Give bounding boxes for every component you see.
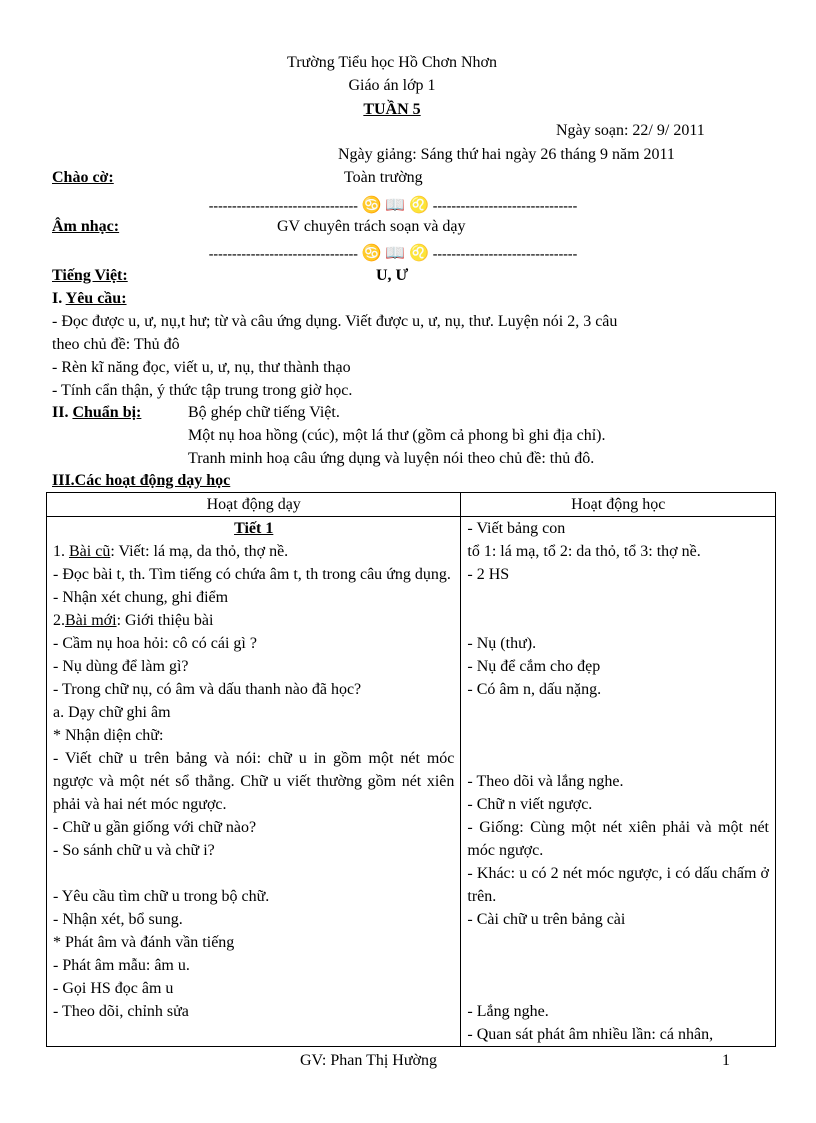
preparation-heading-text: Chuẩn bị: [72,404,142,421]
tieng-viet-label: Tiếng Việt: [52,267,128,284]
requirements-heading [52,290,127,308]
teach-line: * Phát âm và đánh vần tiếng [53,934,235,951]
learn-line: - Quan sát phát âm nhiều lần: cá nhân, [467,1026,714,1043]
requirement-line: - Rèn kĩ năng đọc, viết u, ư, nụ, thư thành thạo [52,359,351,376]
learn-line: - Lắng nghe. [467,1003,549,1020]
teach-line: - Viết chữ u trên bảng và nói: chữ u in gồm một nét móc ngược và một nét sổ thẳng. Chữ u viết thường gồm nét xiên phải và hai nét móc ngược. [53,750,455,813]
page-number: 1 [722,1052,730,1069]
teach-line-text: : Giới thiệu bài [116,612,214,629]
teaching-cell [47,517,461,1047]
separator-dashes-right: ------------------------------- [432,199,578,214]
table-row [47,517,776,1047]
separator-1 [170,195,616,215]
teach-line [53,540,454,563]
spacer [467,609,769,632]
teach-line-num: 2. [53,612,65,629]
learn-line: - Nụ để cắm cho đẹp [467,658,601,675]
separator-symbols: ♋ 📖 ♌ [361,197,430,214]
separator-dashes-left: -------------------------------- [208,247,358,262]
teach-line: - Cầm nụ hoa hỏi: cô có cái gì ? [53,635,257,652]
preparation-heading [52,404,141,422]
spacer [53,862,454,885]
learn-line: - Nụ (thư). [467,635,537,652]
preparation-line: Tranh minh hoạ câu ứng dụng và luyện nói theo chủ đề: thủ đô. [188,450,595,467]
spacer [467,701,769,724]
new-lesson-label: Bài mới [65,612,117,629]
table-header-row [47,493,776,517]
teach-line: - Yêu cầu tìm chữ u trong bộ chữ. [53,888,270,905]
teach-line: - Chữ u gần giống với chữ nào? [53,819,257,836]
learn-line: - Cài chữ u trên bảng cài [467,911,626,928]
separator-dashes-left: -------------------------------- [208,199,358,214]
requirement-line: - Tính cẩn thận, ý thức tập trung trong giờ học. [52,382,353,399]
teach-line: - Gọi HS đọc âm u [53,980,174,997]
preparation-line: Một nụ hoa hồng (cúc), một lá thư (gồm cả phong bì ghi địa chỉ). [188,427,606,444]
teach-line: * Nhận diện chữ: [53,727,164,744]
spacer [467,977,769,1000]
teach-line-num: 1. [53,543,69,560]
teach-line: - Theo dõi, chỉnh sửa [53,1003,189,1020]
prep-date: Ngày soạn: 22/ 9/ 2011 [556,122,705,139]
activities-heading: III.Các hoạt động dạy học [52,472,231,489]
am-nhac-label: Âm nhạc: [52,218,120,235]
teach-line: a. Dạy chữ ghi âm [53,704,171,721]
lesson-table [46,492,776,1047]
spacer [467,954,769,977]
learn-line: - Theo dõi và lắng nghe. [467,773,624,790]
requirement-line: theo chủ đề: Thủ đô [52,336,180,353]
teach-line: - Phát âm mẫu: âm u. [53,957,190,974]
spacer [467,747,769,770]
learn-line: - Khác: u có 2 nét móc ngược, i có dấu chấm ở trên. [467,865,769,905]
requirements-heading-text: Yêu cầu: [65,290,127,307]
separator-dashes-right: ------------------------------- [432,247,578,262]
teach-line: - Nụ dùng để làm gì? [53,658,189,675]
learn-line: - 2 HS [467,566,510,583]
teach-line: - Nhận xét, bổ sung. [53,911,183,928]
teach-line: - So sánh chữ u và chữ i? [53,842,215,859]
period-title: Tiết 1 [234,520,274,537]
teach-line: - Nhận xét chung, ghi điểm [53,589,229,606]
learn-line: - Viết bảng con [467,520,566,537]
learn-line: - Chữ n viết ngược. [467,796,593,813]
col-header-teaching: Hoạt động dạy [47,493,461,517]
col-header-learning: Hoạt động học [461,493,776,517]
teach-line: - Đọc bài t, th. Tìm tiếng có chứa âm t, th trong câu ứng dụng. [53,566,451,583]
teach-line [53,609,454,632]
spacer [467,931,769,954]
learn-line: - Giống: Cùng một nét xiên phải và một nét móc ngược. [467,819,769,859]
learn-line: tổ 1: lá mạ, tổ 2: da thỏ, tổ 3: thợ nề. [467,543,701,560]
chao-co-label: Chào cờ: [52,169,114,186]
teach-line: - Trong chữ nụ, có âm và dấu thanh nào đã học? [53,681,362,698]
learning-cell [461,517,776,1047]
preparation-line: Bộ ghép chữ tiếng Việt. [188,404,340,421]
learn-line: - Có âm n, dấu nặng. [467,681,602,698]
tieng-viet-value: U, Ư [376,267,409,284]
school-name: Trường Tiểu học Hồ Chơn Nhơn [287,54,497,71]
am-nhac-value: GV chuyên trách soạn và dạy [277,218,466,235]
requirement-line: - Đọc được u, ư, nụ,t hư; từ và câu ứng dụng. Viết được u, ư, nụ, thư. Luyện nói 2, 3 câu [52,313,618,330]
week-title: TUẦN 5 [363,101,421,118]
spacer [467,586,769,609]
separator-2 [170,243,616,263]
plan-title: Giáo án lớp 1 [348,77,436,94]
old-lesson-label: Bài cũ [69,543,111,560]
footer-teacher: GV: Phan Thị Hường [300,1052,437,1069]
separator-symbols: ♋ 📖 ♌ [361,245,430,262]
teach-date: Ngày giảng: Sáng thứ hai ngày 26 tháng 9 năm 2011 [338,146,675,163]
preparation-heading-num: II. [52,404,73,421]
chao-co-value: Toàn trường [344,169,423,186]
requirements-heading-num: I. [52,290,66,307]
spacer [467,724,769,747]
teach-line-text: : Viết: lá mạ, da thỏ, thợ nề. [110,543,289,560]
